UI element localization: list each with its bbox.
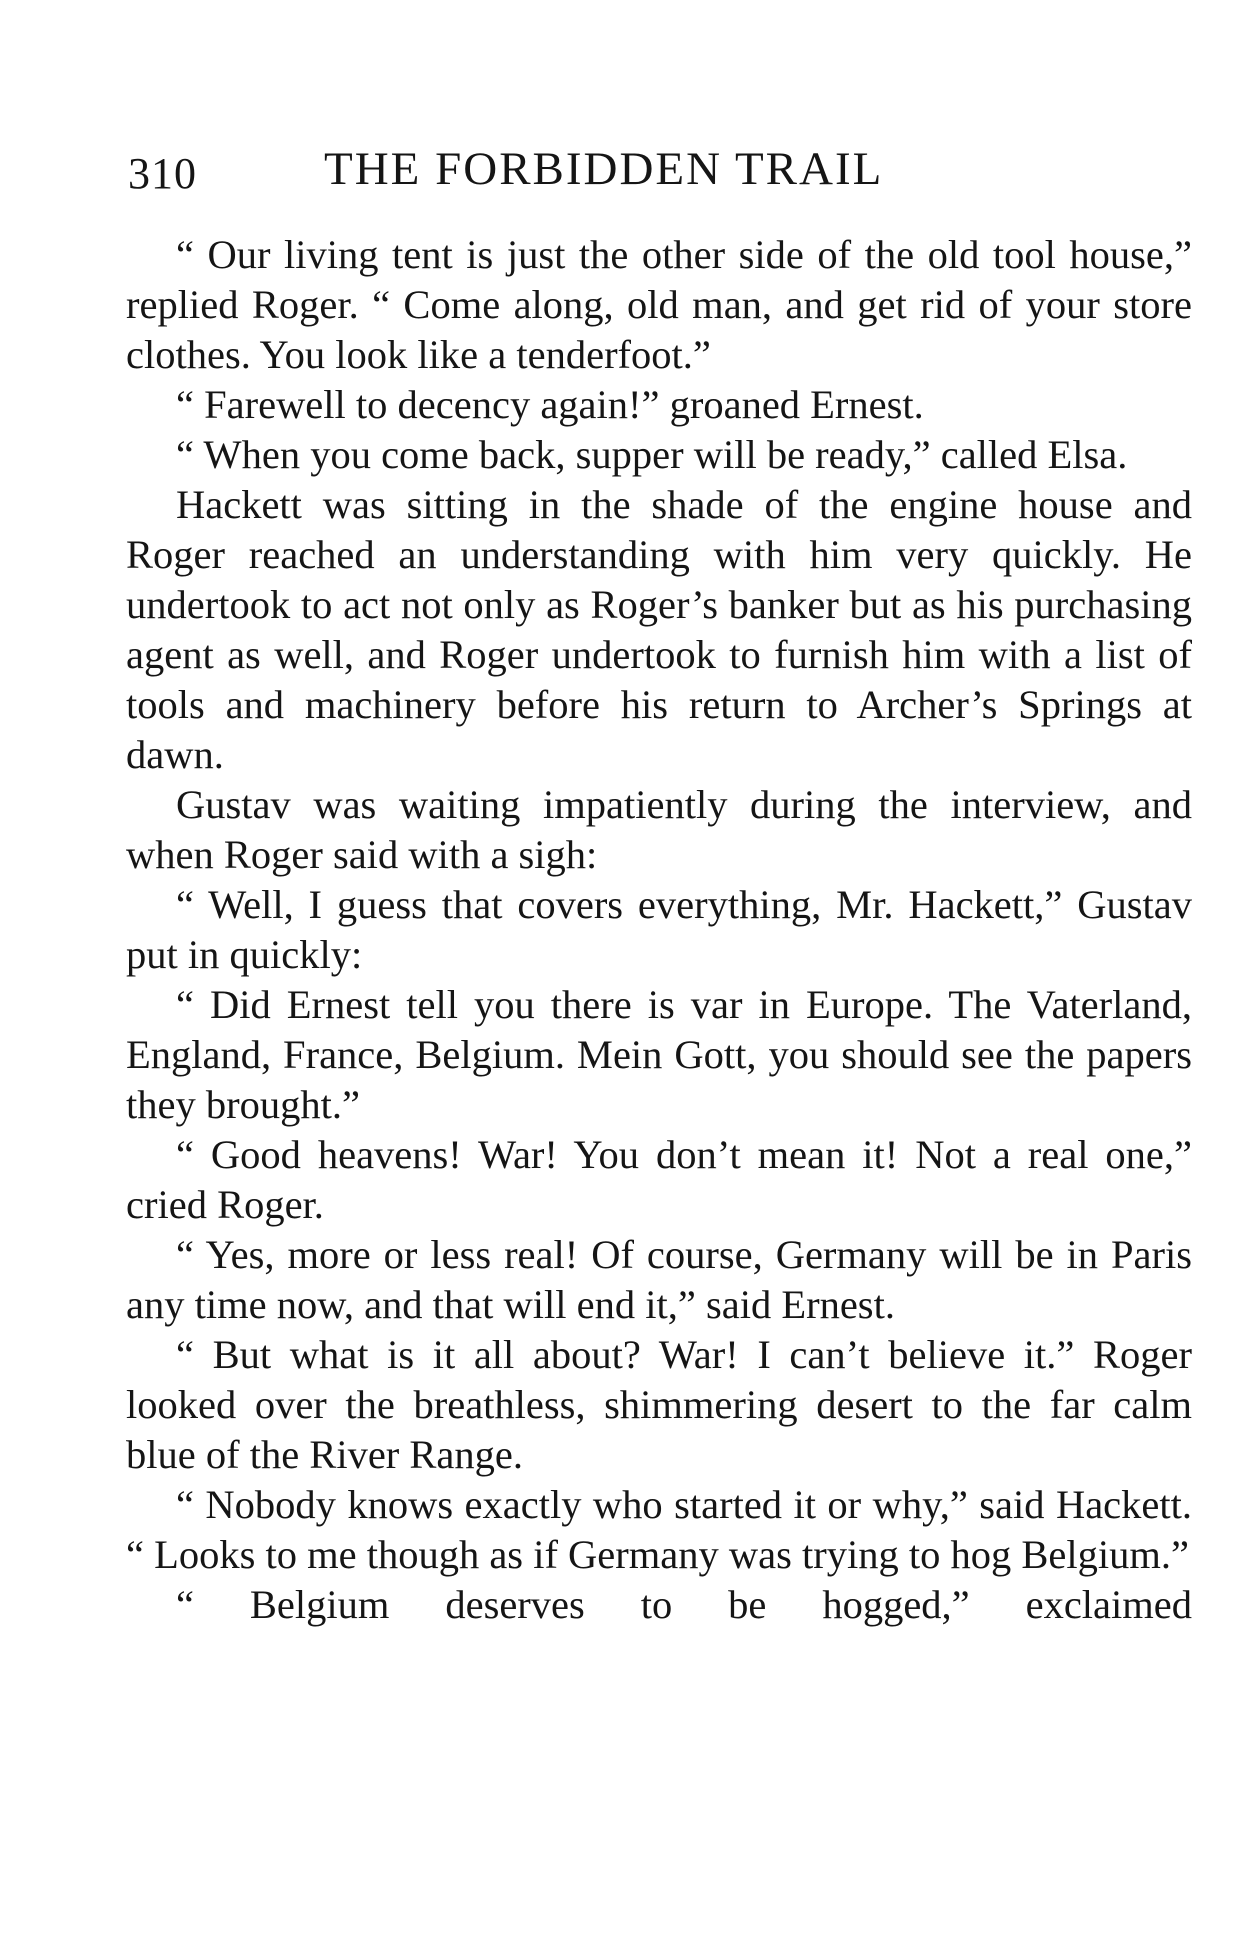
- running-title: THE FORBIDDEN TRAIL: [324, 143, 884, 195]
- page-number: 310: [128, 149, 197, 198]
- paragraph: Gustav was waiting impatiently during the interview, and when Roger said with a sigh:: [126, 782, 1192, 877]
- paragraph: “ Well, I guess that covers everything, Mr. Hackett,” Gustav put in quickly:: [126, 882, 1192, 977]
- paragraph: “ Yes, more or less real! Of course, Germany will be in Paris any time now, and that will end it,” said Ernest.: [126, 1232, 1192, 1327]
- paragraph-continued: “ Belgium deserves to be hogged,” exclaimed: [176, 1582, 1192, 1627]
- paragraph: “ Farewell to decency again!” groaned Ernest.: [176, 382, 924, 427]
- paragraph: “ But what is it all about? War! I can’t believe it.” Roger looked over the breathless, shimmering desert to the far calm blue of the River Range.: [126, 1332, 1192, 1477]
- paragraph: Hackett was sitting in the shade of the engine house and Roger reached an understanding with him very quickly. He undertook to act not only as Roger’s banker but as his purchasing agent as well, and Roger undertook to furnish him with a list of tools and machinery before his return to Archer’s Springs at dawn.: [126, 482, 1192, 777]
- paragraph: “ Our living tent is just the other side of the old tool house,” replied Roger. “ Come along, old man, and get rid of your store clothes. You look like a tenderfoot.”: [126, 232, 1192, 377]
- paragraph: “ Good heavens! War! You don’t mean it! Not a real one,” cried Roger.: [126, 1132, 1192, 1227]
- paragraph: “ When you come back, supper will be ready,” called Elsa.: [176, 432, 1128, 477]
- paragraph: “ Did Ernest tell you there is var in Europe. The Vaterland, England, France, Belgium. Mein Gott, you should see the papers they brought.”: [126, 982, 1192, 1127]
- running-head: [128, 142, 1188, 202]
- paragraph: “ Nobody knows exactly who started it or why,” said Hackett. “ Looks to me though as if Germany was trying to hog Belgium.”: [126, 1482, 1192, 1577]
- body-text: [126, 230, 1192, 1630]
